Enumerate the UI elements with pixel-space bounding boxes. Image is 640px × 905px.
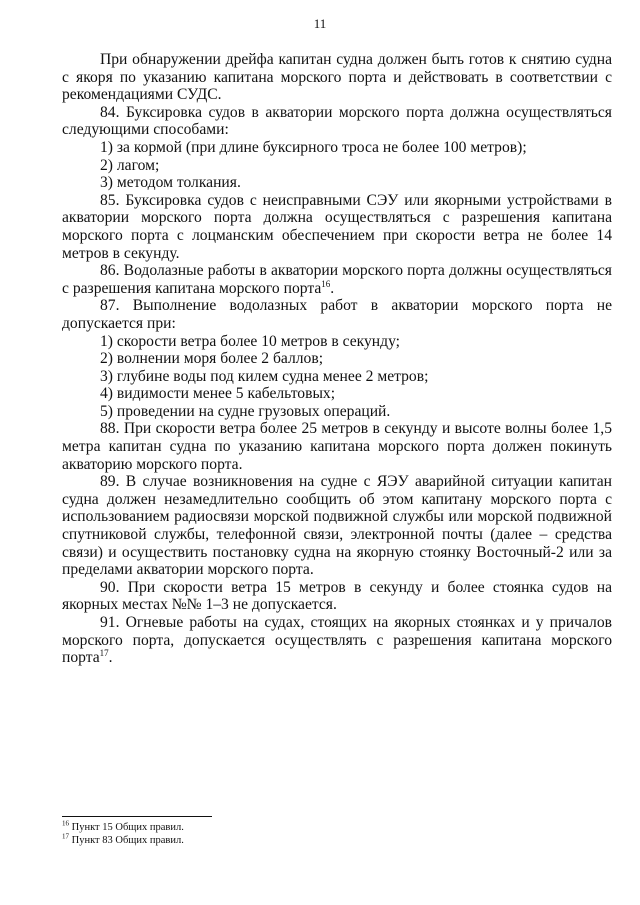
paragraph-86-end: .	[330, 279, 335, 297]
paragraph-90: 90. При скорости ветра 15 метров в секунду и более стоянка судов на якорных местах №№ 1–3 не допускается.	[62, 578, 612, 614]
list-item: 3) методом толкания.	[100, 174, 241, 192]
paragraph-84: 84. Буксировка судов в акватории морского порта должна осуществляться следующими способами:	[62, 103, 612, 139]
paragraph-91-end: .	[108, 649, 113, 667]
footnote-ref-16[interactable]: 16	[321, 278, 331, 289]
footnotes	[62, 821, 562, 847]
paragraph-87: 87. Выполнение водолазных работ в акватории морского порта не допускается при:	[62, 297, 612, 332]
footnote-text: Пункт 15 Общих правил.	[69, 822, 184, 833]
paragraph-88: 88. При скорости ветра более 25 метров в секунду и высоте волны более 1,5 метра капитан судна по указанию капитана морского порта должен покинуть акваторию морского порта.	[62, 420, 612, 473]
paragraph-drift: При обнаружении дрейфа капитан судна должен быть готов к снятию судна с якоря по указанию капитана морского порта и действовать в соответствии с рекомендациями СУДС.	[62, 51, 612, 104]
footnote-text: Пункт 83 Общих правил.	[69, 835, 184, 846]
list-item: 2) волнении моря более 2 баллов;	[100, 350, 324, 368]
list-item: 2) лагом;	[100, 156, 160, 174]
footnote-mark: 17	[62, 832, 69, 841]
list-item: 4) видимости менее 5 кабельтовых;	[100, 385, 336, 403]
document-body	[62, 51, 612, 667]
page-number: 11	[313, 16, 327, 31]
paragraph-86	[62, 262, 612, 297]
paragraph-86-text: 86. Водолазные работы в акватории морского порта должны осуществляться с разрешения капитана морского порта	[62, 262, 612, 297]
paragraph-85: 85. Буксировка судов с неисправными СЭУ или якорными устройствами в акватории морского порта должна осуществляться с разрешения капитана морского порта с лоцманским обеспечением при скорости ветра не более 14 метров в секунду.	[62, 191, 612, 262]
paragraph-91	[62, 614, 612, 667]
list-item: 5) проведении на судне грузовых операций.	[100, 402, 391, 420]
paragraph-91-text: 91. Огневые работы на судах, стоящих на якорных стоянках и у причалов морского порта, допускается осуществлять с разрешения капитана морского порта	[62, 614, 612, 667]
list-item: 1) скорости ветра более 10 метров в секунду;	[100, 332, 401, 350]
footnote-17	[62, 834, 562, 847]
footnote-mark: 16	[62, 819, 69, 828]
footnote-16	[62, 821, 562, 834]
footnote-divider	[62, 816, 212, 817]
list-item: 3) глубине воды под килем судна менее 2 метров;	[100, 367, 429, 385]
footnote-ref-17[interactable]: 17	[99, 648, 109, 658]
list-item: 1) за кормой (при длине буксирного троса не более 100 метров);	[100, 138, 527, 156]
paragraph-89: 89. В случае возникновения на судне с ЯЭУ аварийной ситуации капитан судна должен незамедлительно сообщить об этом капитану морского порта с использованием радиосвязи морской подвижной службы или морской подвижной спутниковой службы, телефонной связи, электронной почты (далее – средства связи) и осуществить постановку судна на якорную стоянку Восточный-2 или за пределами акватории морского порта.	[62, 473, 612, 579]
